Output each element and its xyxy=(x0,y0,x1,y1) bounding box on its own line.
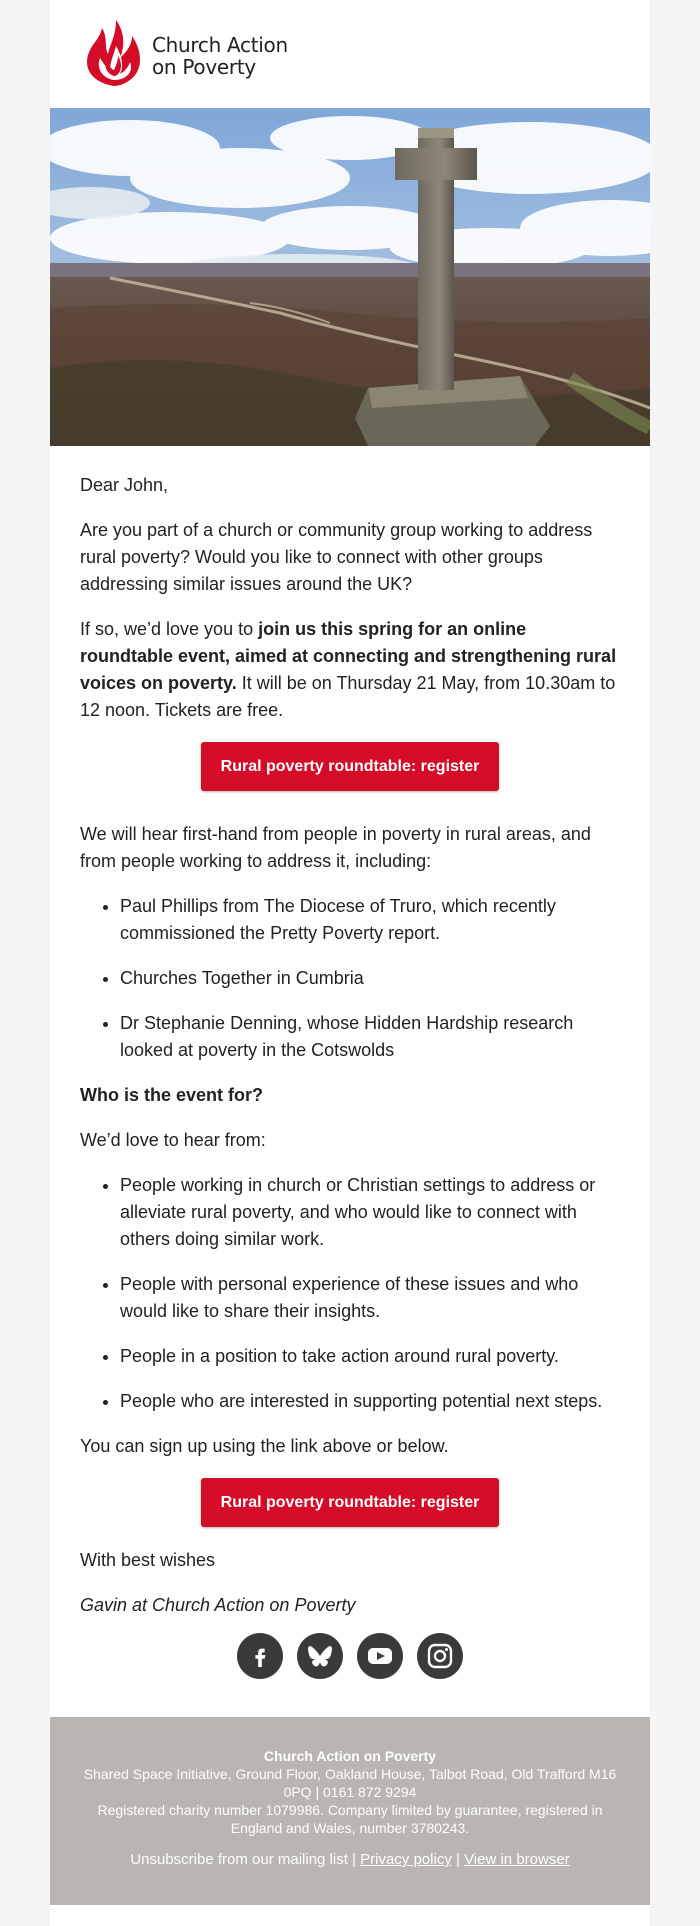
list-item: • People who are interested in supporting potential next steps. xyxy=(120,1388,620,1415)
logo-text xyxy=(152,34,288,78)
list-item: • People working in church or Christian settings to address or alleviate rural poverty, and who would like to connect with others doing similar work. xyxy=(120,1172,620,1253)
list-item: • Churches Together in Cumbria xyxy=(120,965,620,992)
instagram-icon xyxy=(427,1643,453,1669)
list-item: • People with personal experience of these issues and who would like to share their insights. xyxy=(120,1271,620,1325)
who-intro: We’d love to hear from: xyxy=(80,1130,266,1150)
logo-line2: on Poverty xyxy=(152,55,256,79)
email-footer xyxy=(50,1717,650,1905)
intro-paragraph: Are you part of a church or community group working to address rural poverty? Would you like to connect with other groups addressing similar issues around the UK? xyxy=(80,520,593,594)
speakers-list xyxy=(80,893,620,1064)
unsubscribe-link[interactable]: Unsubscribe from our mailing list xyxy=(130,1851,348,1868)
social-links xyxy=(80,1633,620,1679)
flame-logo-icon xyxy=(80,16,148,88)
footer-registration: Registered charity number 1079986. Company limited by guarantee, registered in England and Wales, number 3780243. xyxy=(97,1802,603,1836)
footer-links xyxy=(50,1851,650,1869)
list-item: • Paul Phillips from The Diocese of Truro, which recently commissioned the Pretty Poverty report. xyxy=(120,893,620,947)
list-item: • Dr Stephanie Denning, whose Hidden Hardship research looked at poverty in the Cotswolds xyxy=(120,1010,620,1064)
register-button[interactable]: Rural poverty roundtable: register xyxy=(201,742,500,791)
instagram-link[interactable] xyxy=(417,1633,463,1679)
speakers-intro: We will hear first-hand from people in poverty in rural areas, and from people working to address it, including: xyxy=(80,824,591,871)
signup-text: You can sign up using the link above or below. xyxy=(80,1436,449,1456)
link-separator: | xyxy=(347,1851,361,1868)
footer-address: Shared Space Initiative, Ground Floor, Oakland House, Talbot Road, Old Trafford M16 0PQ | 0161 872 9294 xyxy=(83,1766,617,1800)
logo[interactable] xyxy=(80,16,288,88)
email-header xyxy=(50,0,650,108)
audience-list xyxy=(80,1172,620,1415)
list-item: • People in a position to take action around rural poverty. xyxy=(120,1343,620,1370)
event-text-start: If so, we’d love you to xyxy=(80,619,259,639)
facebook-link[interactable] xyxy=(237,1633,283,1679)
register-button[interactable]: Rural poverty roundtable: register xyxy=(201,1478,500,1527)
footer-org-name: Church Action on Poverty xyxy=(263,1748,437,1764)
bluesky-icon xyxy=(307,1644,333,1668)
greeting: Dear John, xyxy=(80,475,169,495)
signature: Gavin at Church Action on Poverty xyxy=(80,1595,356,1615)
youtube-icon xyxy=(367,1646,393,1666)
hero-image xyxy=(50,108,650,446)
event-text-end: It will be on Thursday 21 May, from 10.30am to 12 noon. Tickets are free. xyxy=(80,673,616,720)
email-body xyxy=(80,472,620,1679)
privacy-policy-link[interactable]: Privacy policy xyxy=(360,1851,452,1868)
who-heading: Who is the event for? xyxy=(80,1085,264,1105)
youtube-link[interactable] xyxy=(357,1633,403,1679)
logo-line1: Church Action xyxy=(152,33,288,57)
event-text-bold: join us this spring for an online roundtable event, aimed at connecting and strengthening rural voices on poverty. xyxy=(80,619,617,693)
bluesky-link[interactable] xyxy=(297,1633,343,1679)
view-in-browser-link[interactable]: View in browser xyxy=(464,1851,570,1868)
email-container xyxy=(50,0,650,1926)
link-separator: | xyxy=(451,1851,465,1868)
register-button-row-bottom xyxy=(80,1478,620,1527)
closing: With best wishes xyxy=(80,1550,216,1570)
facebook-icon xyxy=(249,1645,271,1667)
event-paragraph xyxy=(80,616,620,724)
register-button-row-top xyxy=(80,742,620,791)
